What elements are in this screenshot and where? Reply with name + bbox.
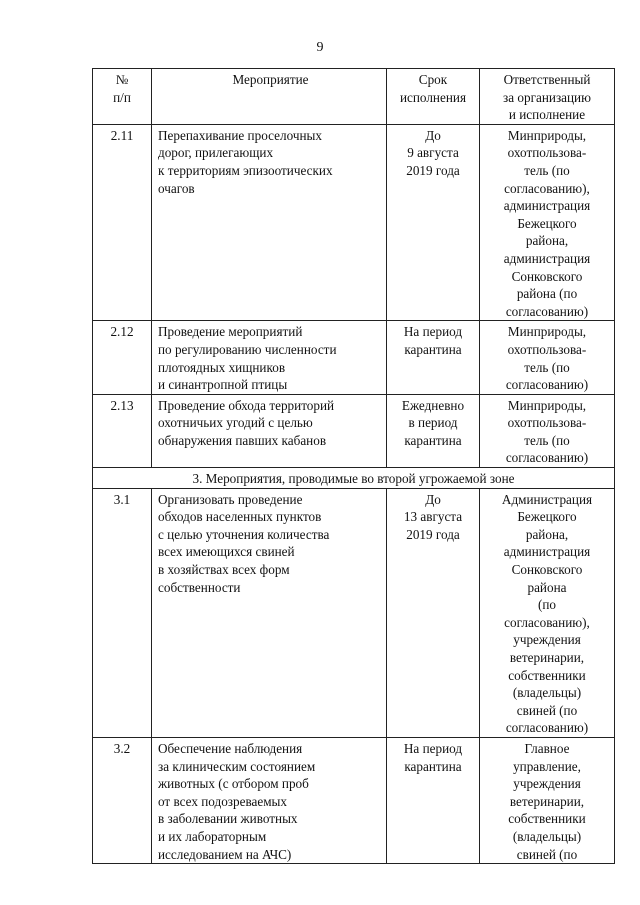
row-deadline: До 13 августа 2019 года xyxy=(387,488,480,737)
table-row xyxy=(93,394,615,467)
header-number: № п/п xyxy=(93,69,152,125)
row-event: Организовать проведение обходов населенных пунктов с целью уточнения количества всех имеющихся свиней в хозяйствах всех форм собственности xyxy=(152,488,387,737)
row-event: Проведение обхода территорий охотничьих угодий с целью обнаружения павших кабанов xyxy=(152,394,387,467)
row-number: 2.13 xyxy=(93,394,152,467)
row-number: 3.2 xyxy=(93,737,152,863)
section-title: 3. Мероприятия, проводимые во второй угрожаемой зоне xyxy=(93,468,615,489)
table-row xyxy=(93,737,615,863)
row-responsible: Минприроды, охотпользова- тель (по согласованию), администрация Бежецкого района, администрация Сонковского района (по согласованию) xyxy=(480,124,615,321)
table-header-row xyxy=(93,69,615,125)
header-event: Мероприятие xyxy=(152,69,387,125)
row-deadline: На период карантина xyxy=(387,321,480,394)
row-event: Перепахивание проселочных дорог, прилегающих к территориям эпизоотических очагов xyxy=(152,124,387,321)
row-responsible: Администрация Бежецкого района, администрация Сонковского района (по согласованию), учреждения ветеринарии, собственники (владельцы) свиней (по согласованию) xyxy=(480,488,615,737)
header-deadline: Срок исполнения xyxy=(387,69,480,125)
header-responsible: Ответственный за организацию и исполнение xyxy=(480,69,615,125)
row-number: 3.1 xyxy=(93,488,152,737)
table-row xyxy=(93,124,615,321)
row-deadline: Ежедневно в период карантина xyxy=(387,394,480,467)
table-row xyxy=(93,488,615,737)
row-responsible: Минприроды, охотпользова- тель (по согласованию) xyxy=(480,394,615,467)
table-row xyxy=(93,321,615,394)
row-deadline: До 9 августа 2019 года xyxy=(387,124,480,321)
plan-table xyxy=(92,68,615,864)
row-responsible: Минприроды, охотпользова- тель (по согласованию) xyxy=(480,321,615,394)
row-number: 2.12 xyxy=(93,321,152,394)
row-number: 2.11 xyxy=(93,124,152,321)
page-number: 9 xyxy=(316,40,324,55)
row-responsible: Главное управление, учреждения ветеринарии, собственники (владельцы) свиней (по xyxy=(480,737,615,863)
row-deadline: На период карантина xyxy=(387,737,480,863)
row-event: Обеспечение наблюдения за клиническим состоянием животных (с отбором проб от всех подозреваемых в заболевании животных и их лабораторным исследованием на АЧС) xyxy=(152,737,387,863)
row-event: Проведение мероприятий по регулированию численности плотоядных хищников и синантропной птицы xyxy=(152,321,387,394)
section-row xyxy=(93,468,615,489)
